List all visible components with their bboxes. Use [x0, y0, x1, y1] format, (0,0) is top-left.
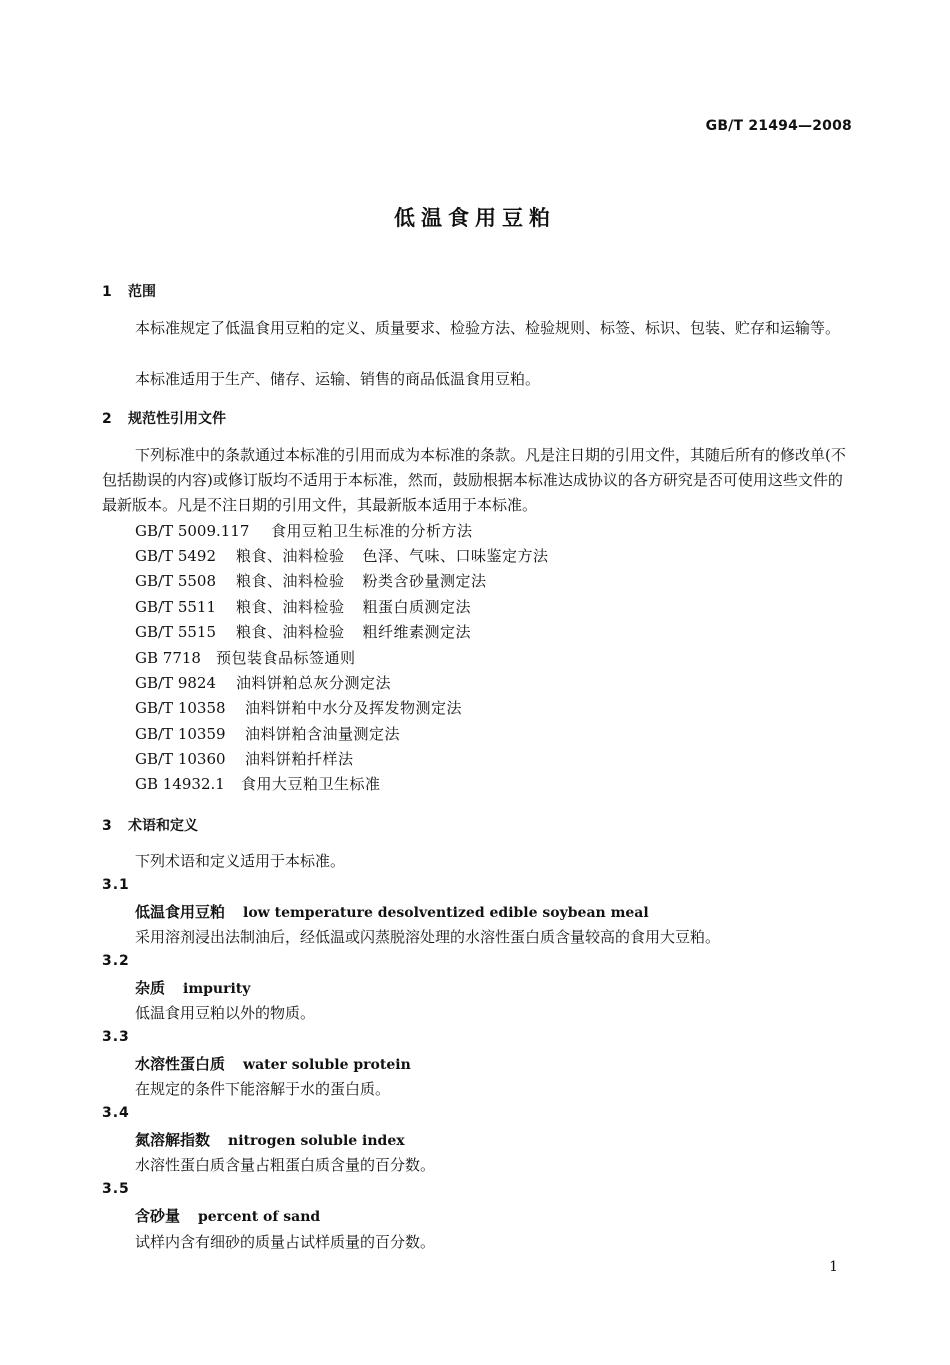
reference-item: GB/T 5508 粮食、油料检验 粉类含砂量测定法 — [135, 572, 487, 590]
term-definition: 试样内含有细砂的质量占试样质量的百分数。 — [135, 1233, 436, 1251]
reference-item: GB/T 5511 粮食、油料检验 粗蛋白质测定法 — [135, 598, 472, 616]
section-1-heading — [102, 281, 156, 301]
page-number: 1 — [829, 1259, 838, 1275]
reference-item: GB 7718 预包装食品标签通则 — [135, 649, 356, 667]
reference-item: GB/T 10360 油料饼粕扦样法 — [135, 750, 354, 768]
reference-item: GB/T 10359 油料饼粕含油量测定法 — [135, 725, 401, 743]
term-number: 3.5 — [102, 1181, 130, 1197]
section-title: 规范性引用文件 — [128, 411, 226, 427]
reference-item: GB/T 5492 粮食、油料检验 色泽、气味、口味鉴定方法 — [135, 547, 549, 565]
section-number: 2 — [102, 411, 112, 427]
term-definition: 在规定的条件下能溶解于水的蛋白质。 — [135, 1080, 391, 1098]
term-number: 3.3 — [102, 1029, 130, 1045]
term-definition: 水溶性蛋白质含量占粗蛋白质含量的百分数。 — [135, 1156, 436, 1174]
section-3-heading — [102, 815, 198, 835]
reference-item: GB/T 10358 油料饼粕中水分及挥发物测定法 — [135, 699, 463, 717]
term-number: 3.4 — [102, 1105, 130, 1121]
term-definition: 低温食用豆粕以外的物质。 — [135, 1004, 316, 1022]
reference-item: GB/T 5009.117 食用豆粕卫生标准的分析方法 — [135, 522, 473, 540]
section-number: 1 — [102, 284, 112, 300]
term-heading: 含砂量 percent of sand — [135, 1207, 321, 1225]
term-heading: 杂质 impurity — [135, 979, 251, 997]
reference-item: GB/T 5515 粮食、油料检验 粗纤维素测定法 — [135, 623, 472, 641]
term-heading: 氮溶解指数 nitrogen soluble index — [135, 1131, 405, 1149]
reference-item: GB/T 9824 油料饼粕总灰分测定法 — [135, 674, 392, 692]
section-2-paragraph: 下列标准中的条款通过本标准的引用而成为本标准的条款。凡是注日期的引用文件，其随后所有的修改单(不包括勘误的内容)或修订版均不适用于本标准，然而，鼓励根据本标准达成协议的各方研究是否可使用这些文件的最新版本。凡是不注日期的引用文件，其最新版本适用于本标准。 — [102, 446, 846, 514]
term-number: 3.1 — [102, 877, 130, 893]
section-1-paragraph-1: 本标准规定了低温食用豆粕的定义、质量要求、检验方法、检验规则、标签、标识、包装、贮存和运输等。 — [135, 319, 841, 337]
reference-item: GB 14932.1 食用大豆粕卫生标准 — [135, 775, 381, 793]
section-number: 3 — [102, 818, 112, 834]
section-title: 术语和定义 — [128, 818, 198, 834]
term-number: 3.2 — [102, 953, 130, 969]
section-1-paragraph-2: 本标准适用于生产、储存、运输、销售的商品低温食用豆粕。 — [135, 370, 541, 388]
term-heading: 低温食用豆粕 low temperature desolventized edible soybean meal — [135, 903, 649, 921]
document-title: 低温食用豆粕 — [394, 206, 556, 230]
term-heading: 水溶性蛋白质 water soluble protein — [135, 1055, 411, 1073]
term-definition: 采用溶剂浸出法制油后，经低温或闪蒸脱溶处理的水溶性蛋白质含量较高的食用大豆粕。 — [135, 928, 721, 946]
section-2-heading — [102, 408, 226, 428]
document-code: GB/T 21494—2008 — [705, 118, 852, 134]
section-title: 范围 — [128, 284, 156, 300]
section-3-intro: 下列术语和定义适用于本标准。 — [135, 852, 346, 870]
